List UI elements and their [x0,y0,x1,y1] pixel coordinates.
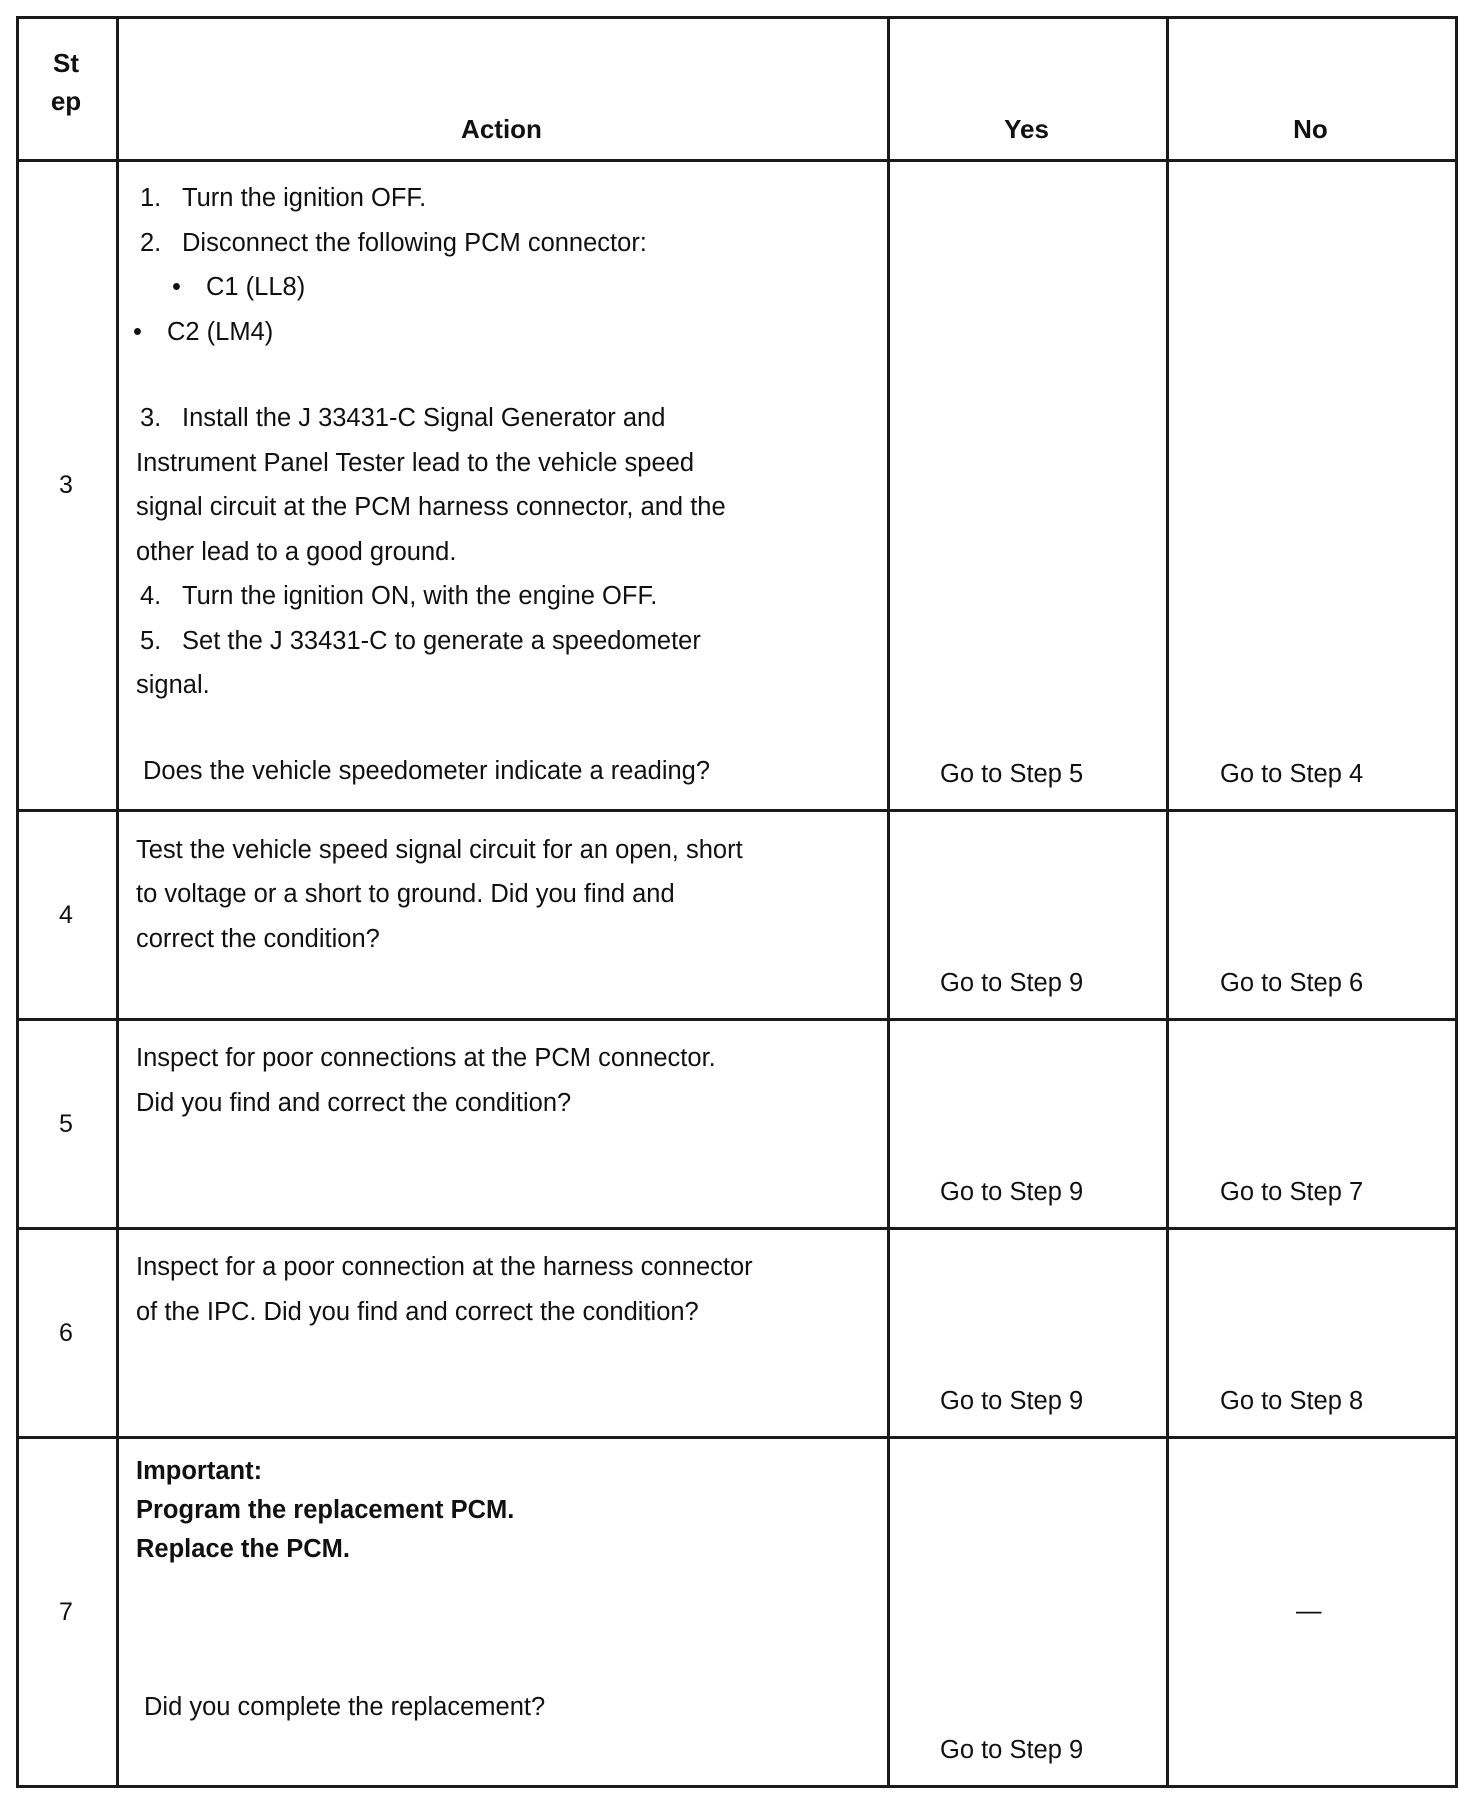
step-number-3: 3 [59,471,73,499]
list-number: 3. [140,404,162,432]
list-number: 2. [140,229,162,257]
row-divider [16,159,1458,162]
column-divider [1166,16,1169,1788]
step-number-7: 7 [59,1597,73,1626]
bullet-item [172,265,305,310]
list-item [136,619,701,664]
step-number-5: 5 [59,1109,73,1138]
column-divider [887,16,890,1788]
header-no: No [1293,114,1328,144]
yes-goto-step: Go to Step 9 [940,969,1084,997]
action-line: of the IPC. Did you find and correct the condition? [136,1298,699,1326]
row-divider [16,809,1458,812]
action-text: C1 (LL8) [206,273,306,301]
list-number: 1. [140,184,162,212]
action-text: C2 (LM4) [167,318,274,346]
yes-goto-step: Go to Step 5 [940,760,1084,788]
column-divider [116,16,119,1788]
step-number-6: 6 [59,1318,73,1347]
question-text: Did you complete the replacement? [144,1693,546,1721]
no-goto-step: Go to Step 6 [1220,969,1364,997]
action-text: Turn the ignition OFF. [182,184,427,212]
no-goto-step: Go to Step 7 [1220,1178,1364,1206]
diagnostic-table [16,16,1458,1788]
no-dash: — [1296,1597,1322,1625]
header-step-line2: ep [50,85,82,116]
yes-goto-step: Go to Step 9 [940,1736,1084,1764]
row-divider [16,1227,1458,1230]
bullet-item [133,310,273,355]
no-goto-step: Go to Step 4 [1220,760,1364,788]
step-number-4: 4 [59,900,73,929]
action-line: signal circuit at the PCM harness connector, and the [136,493,726,521]
question-text: Does the vehicle speedometer indicate a reading? [143,757,711,785]
bullet-icon: • [133,318,142,346]
important-label: Important: [136,1457,263,1485]
action-text: Disconnect the following PCM connector: [182,229,647,257]
yes-goto-step: Go to Step 9 [940,1387,1084,1415]
list-item [136,574,657,619]
header-step-line1: St [53,47,79,78]
action-line-bold: Program the replacement PCM. [136,1496,515,1524]
list-number: 4. [140,582,162,610]
action-line: Inspect for poor connections at the PCM connector. [136,1044,716,1072]
header-step [16,16,116,159]
list-item [136,221,647,266]
table-border-right [1455,16,1458,1788]
action-line: Did you find and correct the condition? [136,1089,572,1117]
action-line: Instrument Panel Tester lead to the vehicle speed [136,449,695,477]
list-item [136,396,665,441]
table-border-bottom [16,1785,1458,1788]
list-item [136,176,426,221]
header-yes: Yes [1004,114,1049,144]
action-line: signal. [136,671,210,699]
list-number: 5. [140,627,162,655]
header-action: Action [461,114,542,144]
action-line: Inspect for a poor connection at the harness connector [136,1253,753,1281]
row-divider [16,1436,1458,1439]
action-text: Set the J 33431-C to generate a speedometer [182,627,701,655]
action-line: other lead to a good ground. [136,538,457,566]
action-text: Install the J 33431-C Signal Generator and [182,404,666,432]
action-line: correct the condition? [136,925,380,953]
no-goto-step: Go to Step 8 [1220,1387,1364,1415]
action-line-bold: Replace the PCM. [136,1535,350,1563]
bullet-icon: • [172,273,181,301]
row-divider [16,1018,1458,1021]
action-text: Turn the ignition ON, with the engine OFF. [182,582,658,610]
action-line: Test the vehicle speed signal circuit for an open, short [136,836,743,864]
action-line: to voltage or a short to ground. Did you find and [136,880,675,908]
yes-goto-step: Go to Step 9 [940,1178,1084,1206]
